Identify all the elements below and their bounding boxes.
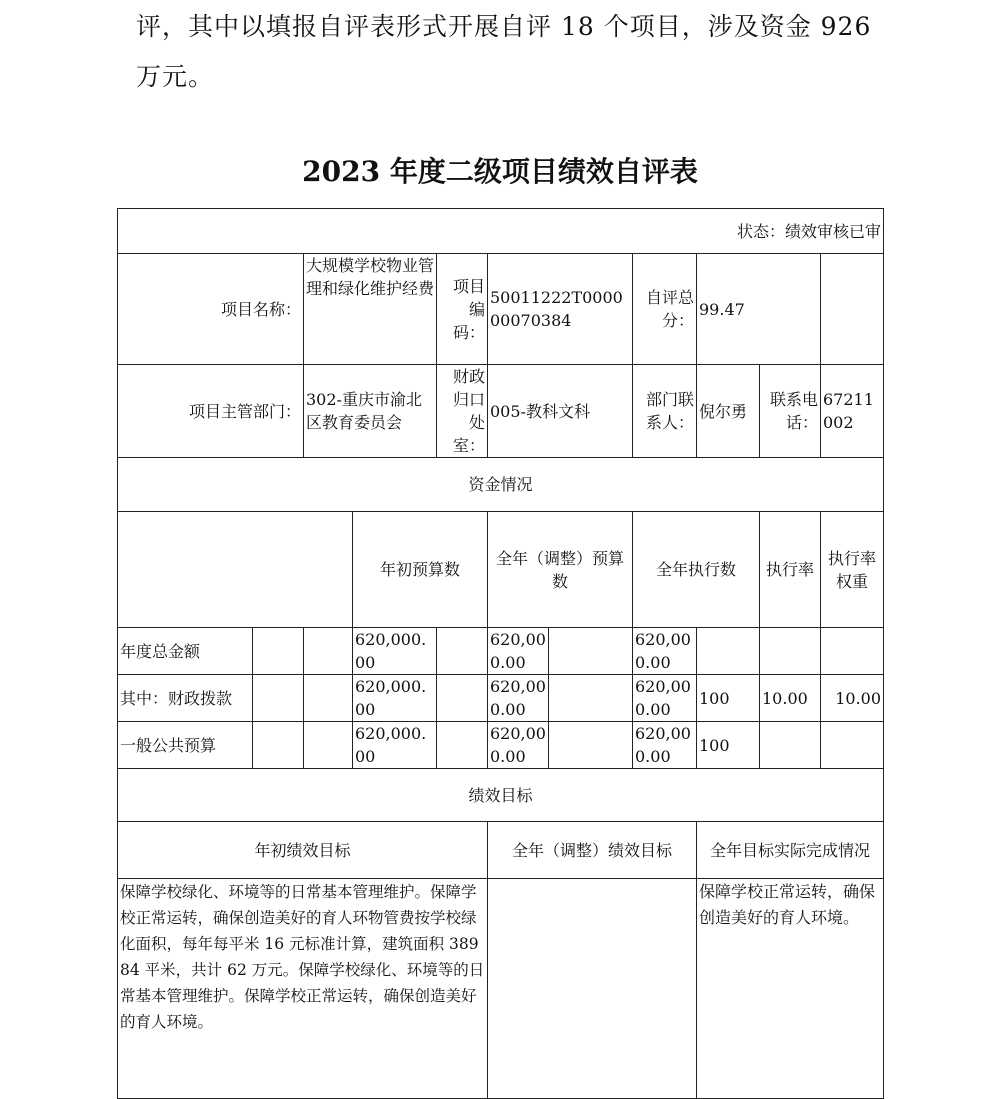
funds-row (118, 628, 884, 675)
blank-cell (253, 628, 304, 675)
adjusted-goals-header: 全年（调整）绩效目标 (488, 822, 697, 879)
self-score-label: 自评总分： (633, 254, 697, 365)
project-name-value: 大规模学校物业管理和绿化维护经费 (304, 254, 437, 365)
executed-value: 620,000.00 (633, 628, 697, 675)
initial-goals-text: 保障学校绿化、环境等的日常基本管理维护。保障学校正常运转，确保创造美好的育人环物管费按学校绿化面积，每年每平米 16 元标准计算，建筑面积 38984 平米，共计 62 万元。保障学校绿化、环境等的日常基本管理维护。保障学校正常运转，确保创造美好的育人环境。 (118, 879, 488, 1099)
funds-section-title: 资金情况 (118, 458, 884, 512)
project-code-label: 项目编码： (437, 254, 488, 365)
blank-cell (549, 675, 633, 722)
header-adjusted-budget: 全年（调整）预算数 (488, 512, 633, 628)
blank-cell (437, 675, 488, 722)
project-name-label: 项目名称： (118, 254, 304, 365)
contact-label: 部门联系人： (633, 365, 697, 458)
blank-cell (549, 722, 633, 769)
rate-score-value (821, 628, 884, 675)
blank-cell (549, 628, 633, 675)
adjusted-budget-value: 620,000.00 (488, 675, 549, 722)
funds-row (118, 722, 884, 769)
rate-score-value: 10.00 (821, 675, 884, 722)
funds-row (118, 675, 884, 722)
intro-paragraph (136, 2, 896, 102)
header-initial-budget: 年初预算数 (353, 512, 488, 628)
initial-budget-value: 620,000.00 (353, 675, 437, 722)
intro-line-2: 万元。 (136, 62, 215, 91)
rate-weight-value (760, 628, 821, 675)
initial-budget-value: 620,000.00 (353, 722, 437, 769)
exec-rate-value (697, 628, 760, 675)
self-score-value: 99.47 (697, 254, 821, 365)
adjusted-budget-value: 620,000.00 (488, 628, 549, 675)
header-exec-rate: 执行率 (760, 512, 821, 628)
exec-rate-value: 100 (697, 675, 760, 722)
row-label: 年度总金额 (118, 628, 253, 675)
office-value: 005-教科文科 (488, 365, 633, 458)
dept-label: 项目主管部门： (118, 365, 304, 458)
dept-value: 302-重庆市渝北区教育委员会 (304, 365, 437, 458)
office-label: 财政归口处室： (437, 365, 488, 458)
initial-budget-value: 620,000.00 (353, 628, 437, 675)
empty-cell (821, 254, 884, 365)
actual-completion-text: 保障学校正常运转，确保创造美好的育人环境。 (697, 879, 884, 1099)
blank-cell (304, 675, 353, 722)
row-label: 一般公共预算 (118, 722, 253, 769)
funds-header-blank (118, 512, 353, 628)
adjusted-budget-value: 620,000.00 (488, 722, 549, 769)
executed-value: 620,000.00 (633, 722, 697, 769)
contact-value: 倪尔勇 (697, 365, 760, 458)
blank-cell (304, 722, 353, 769)
exec-rate-value: 100 (697, 722, 760, 769)
phone-value: 67211002 (821, 365, 884, 458)
blank-cell (304, 628, 353, 675)
executed-value: 620,000.00 (633, 675, 697, 722)
form-title: 2023 年度二级项目绩效自评表 (302, 155, 698, 188)
initial-goals-header: 年初绩效目标 (118, 822, 488, 879)
actual-completion-header: 全年目标实际完成情况 (697, 822, 884, 879)
row-label: 其中：财政拨款 (118, 675, 253, 722)
phone-label: 联系电话： (760, 365, 821, 458)
rate-score-value (821, 722, 884, 769)
rate-weight-value: 10.00 (760, 675, 821, 722)
goals-section-title: 绩效目标 (118, 769, 884, 822)
project-code-value: 50011222T000000070384 (488, 254, 633, 365)
header-rate-weight: 执行率权重 (821, 512, 884, 628)
blank-cell (253, 722, 304, 769)
blank-cell (437, 722, 488, 769)
intro-line-1: 评，其中以填报自评表形式开展自评 18 个项目，涉及资金 926 (136, 12, 872, 41)
adjusted-goals-text (488, 879, 697, 1099)
self-evaluation-table (117, 208, 884, 1099)
blank-cell (253, 675, 304, 722)
rate-weight-value (760, 722, 821, 769)
status-cell: 状态：绩效审核已审 (118, 209, 884, 254)
blank-cell (437, 628, 488, 675)
header-executed: 全年执行数 (633, 512, 760, 628)
